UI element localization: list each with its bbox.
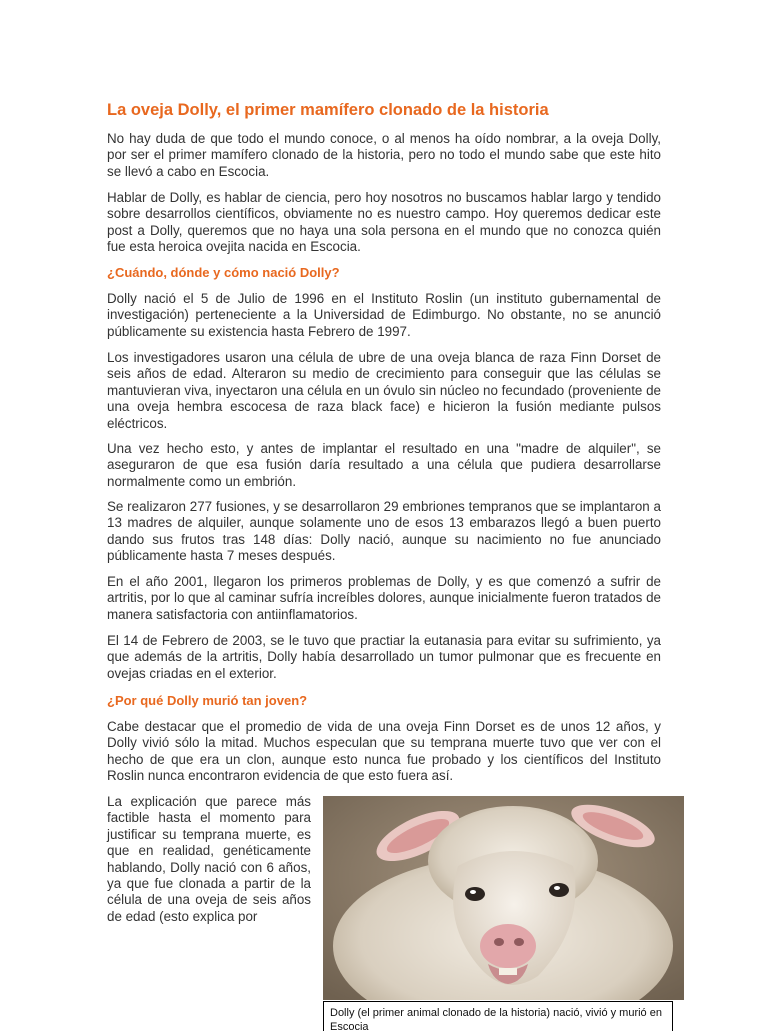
paragraph-intro: No hay duda de que todo el mundo conoce, o al menos ha oído nombrar, a la oveja Dolly, por ser el primer mamífero clonado de la historia, pero no todo el mundo sabe que este hito se llevó a cabo en Escocia. — [107, 131, 661, 179]
paragraph-6: Se realizaron 277 fusiones, y se desarrollaron 29 embriones tempranos que se implantaron a 13 madres de alquiler, aunque solamente uno de esos 13 embarazos llegó a buen puerto dando sus frutos tras 148 días: Dolly nació, aunque su nacimiento no fue anunciado públicamente hasta 7 meses después. — [107, 499, 661, 564]
subheading-death: ¿Por qué Dolly murió tan joven? — [107, 693, 308, 708]
paragraph-10: La explicación que parece más factible hasta el momento para justificar su temprana muerte, es que en realidad, genéticamente hablando, Dolly nació con 6 años, ya que fue clonada a partir de la célula de una oveja de seis años de edad (esto explica por — [107, 794, 311, 924]
dolly-sheep-photo — [323, 796, 684, 1000]
article-title: La oveja Dolly, el primer mamífero clonado de la historia — [107, 101, 549, 119]
paragraph-5: Una vez hecho esto, y antes de implantar el resultado en una "madre de alquiler", se aseguraron de que esa fusión daría resultado a una célula que pudiera desarrollarse normalmente como un embrión. — [107, 441, 661, 489]
paragraph-8: El 14 de Febrero de 2003, se le tuvo que practiar la eutanasia para evitar su sufrimiento, ya que además de la artritis, Dolly había desarrollado un tumor pulmonar que es frecuente en ovejas criadas en el exterior. — [107, 633, 661, 681]
paragraph-2: Hablar de Dolly, es hablar de ciencia, pero hoy nosotros no buscamos hablar largo y tendido sobre desarrollos científicos, obviamente no es nuestro campo. Hoy queremos dedicar este post a Dolly, queremos que no haya una sola persona en el mundo que no conozca quién fue esta heroica ovejita nacida en Escocia. — [107, 190, 661, 255]
paragraph-7: En el año 2001, llegaron los primeros problemas de Dolly, y es que comenzó a sufrir de artritis, por lo que al caminar sufría increíbles dolores, aunque inicialmente fueron tratados de manera satisfactoria con antiinflamatorios. — [107, 574, 661, 622]
paragraph-3: Dolly nació el 5 de Julio de 1996 en el Instituto Roslin (un instituto gubernamental de investigación) perteneciente a la Universidad de Edimburgo. No obstante, no se anunció públicamente su existencia hasta Febrero de 1997. — [107, 291, 661, 339]
paragraph-4: Los investigadores usaron una célula de ubre de una oveja blanca de raza Finn Dorset de seis años de edad. Alteraron su medio de crecimiento para conseguir que las células se mantuvieran viva, inyectaron una célula en un óvulo sin núcleo no fecundado (proveniente de una oveja hembra escocesa de raza black face) e hicieron la fusión mediante pulsos eléctricos. — [107, 350, 661, 431]
photo-caption: Dolly (el primer animal clonado de la historia) nació, vivió y murió en Escocia — [323, 1001, 673, 1031]
subheading-birth: ¿Cuándo, dónde y cómo nació Dolly? — [107, 265, 340, 280]
paragraph-9: Cabe destacar que el promedio de vida de una oveja Finn Dorset es de unos 12 años, y Dolly vivió sólo la mitad. Muchos especulan que su temprana muerte tuvo que ver con el hecho de que era un clon, aunque esto nunca fue probado y los científicos del Instituto Roslin nunca encontraron evidencia de que esto fuera así. — [107, 719, 661, 784]
